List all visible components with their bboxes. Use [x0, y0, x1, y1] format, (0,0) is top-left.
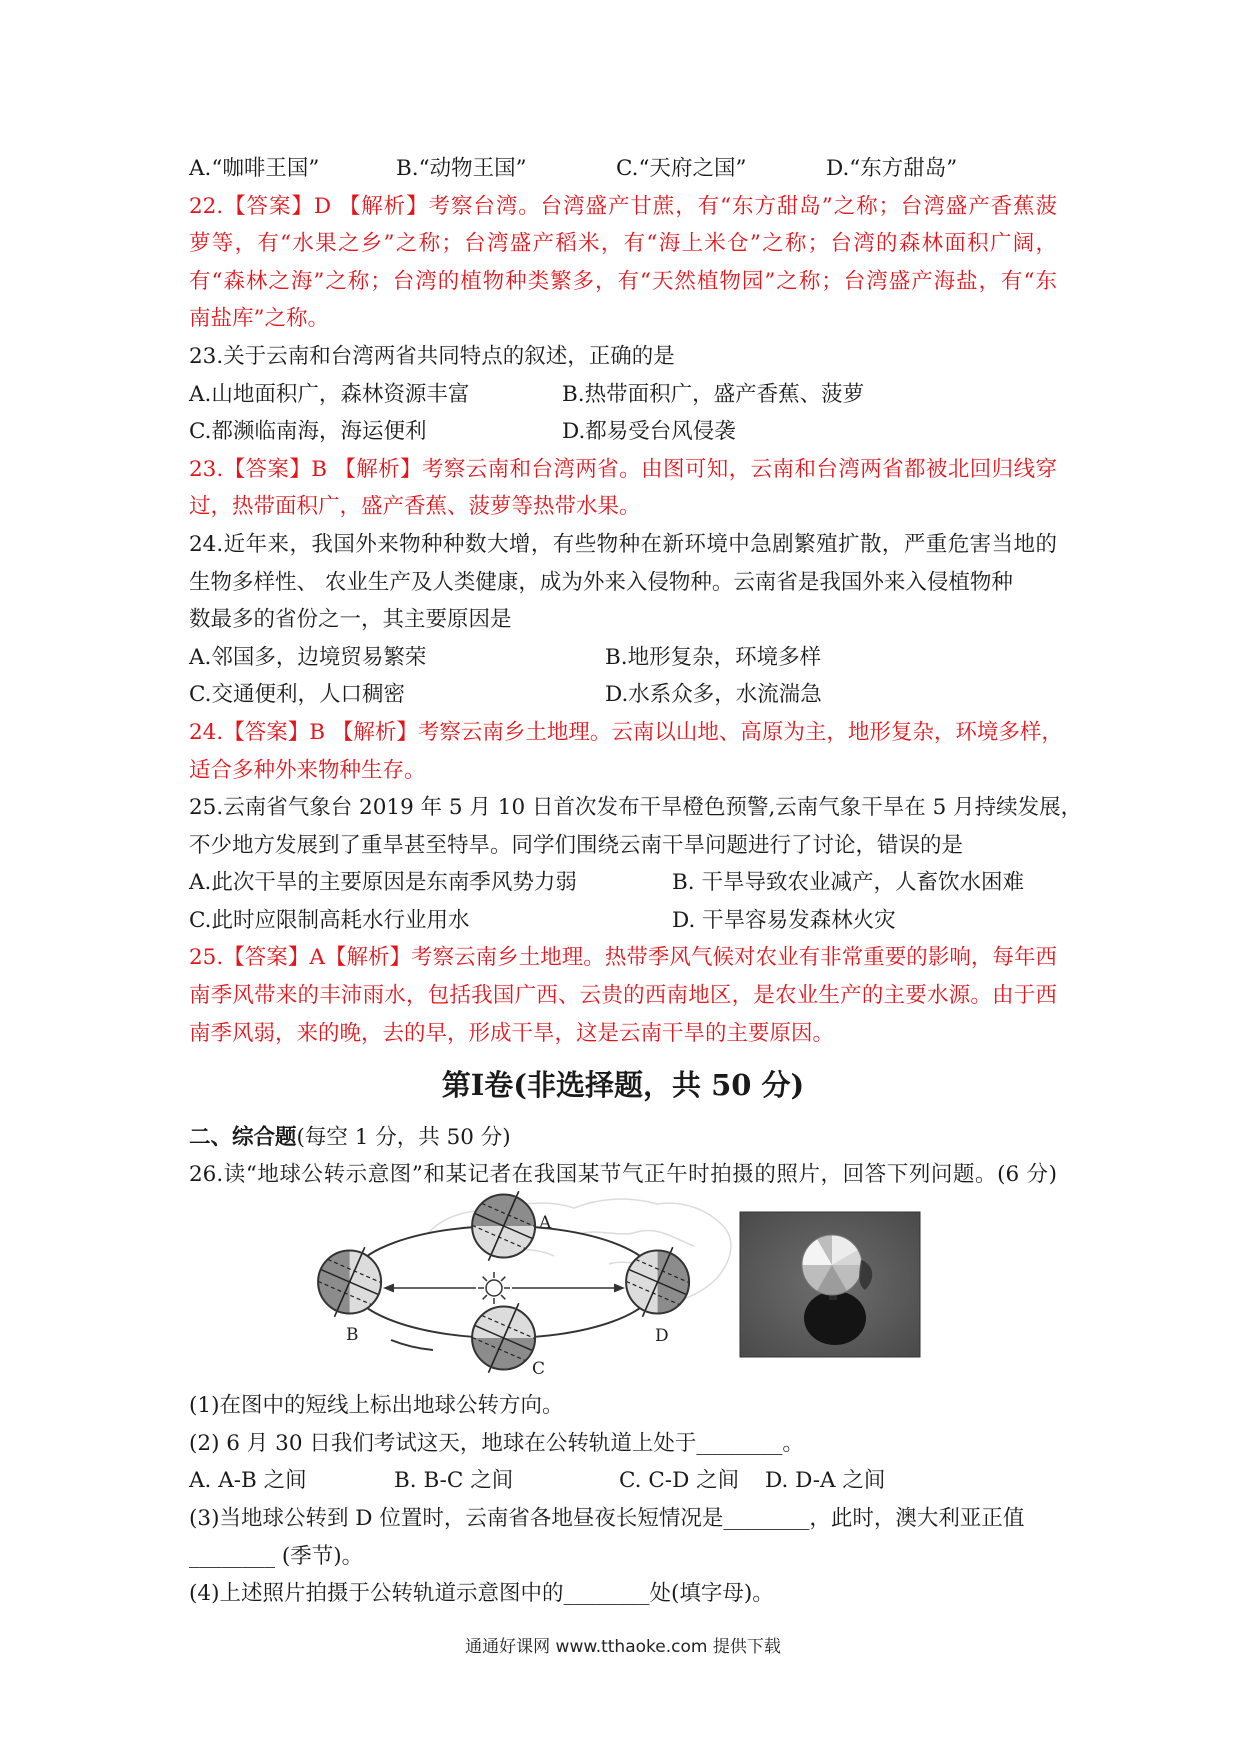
q22-option-d: D.“东方甜岛” — [826, 156, 958, 181]
q22-answer-line: 22.【答案】D 【解析】考察台湾。台湾盛产甘蔗，有“东方甜岛”之称；台湾盛产香蕉菠 — [189, 193, 1057, 219]
section-heading — [189, 1119, 1057, 1157]
q23-option-a: A.山地面积广，森林资源丰富 — [189, 381, 470, 407]
q23-options-row — [189, 413, 1057, 451]
q26-sub3-line: (3)当地球公转到 D 位置时，云南省各地昼夜长短情况是________，此时，澳大利亚正值 — [189, 1505, 1025, 1531]
q23-answer-line: 过，热带面积广，盛产香蕉、菠萝等热带水果。 — [189, 494, 641, 520]
q26-sub2-option-c: C. C-D 之间 — [619, 1468, 740, 1494]
page-content — [189, 150, 1083, 1613]
q26-figures — [189, 1194, 1057, 1387]
q24-stem-line: 24.近年来，我国外来物种种数大增，有些物种在新环境中急剧繁殖扩散，严重危害当地的 — [189, 531, 1057, 557]
q24-answer-line: 适合多种外来物种生存。 — [189, 757, 426, 783]
q22-answer-line: 南盐库”之称。 — [189, 306, 329, 332]
q25-option-c: C.此时应限制高耗水行业用水 — [189, 907, 470, 933]
q22-option-a: A.“咖啡王国” — [189, 156, 320, 181]
q22-answer-line: 萝等，有“水果之乡”之称；台湾盛产稻米，有“海上米仓”之称；台湾的森林面积广阔， — [189, 231, 1057, 257]
orbit-label-a: A — [539, 1212, 552, 1233]
q23-answer-line: 23.【答案】B 【解析】考察云南和台湾两省。由图可知，云南和台湾两省都被北回归线穿 — [189, 456, 1057, 482]
q25-option-a: A.此次干旱的主要原因是东南季风势力弱 — [189, 870, 577, 896]
q26-sub4: (4)上述照片拍摄于公转轨道示意图中的________处(填字母)。 — [189, 1581, 774, 1607]
q24-answer-line: 24.【答案】B 【解析】考察云南乡土地理。云南以山地、高原为主，地形复杂，环境多样， — [189, 719, 1063, 745]
q24-options-row — [189, 676, 1057, 714]
q22-answer-line: 有“森林之海”之称；台湾的植物种类繁多，有“天然植物园”之称；台湾盛产海盐，有“东 — [189, 268, 1057, 294]
q26-sub2: (2) 6 月 30 日我们考试这天，地球在公转轨道上处于________。 — [189, 1430, 804, 1456]
q26-sub2-option-a: A. A-B 之间 — [189, 1468, 307, 1494]
section-note: (每空 1 分，共 50 分) — [296, 1124, 511, 1150]
q26-sub2-option-d: D. D-A 之间 — [765, 1468, 886, 1494]
part2-title: 第Ⅰ卷(非选择题，共 50 分) — [441, 1068, 805, 1103]
q25-answer-line: 25.【答案】A【解析】考察云南乡土地理。热带季风气候对农业有非常重要的影响，每年西 — [189, 945, 1057, 971]
q23-option-c: C.都濒临南海，海运便利 — [189, 419, 427, 445]
orbit-label-d: D — [655, 1325, 669, 1346]
q25-stem-line: 25.云南省气象台 2019 年 5 月 10 日首次发布干旱橙色预警,云南气象干旱在 5 月持续发展， — [189, 795, 1083, 821]
q25-answer-line: 南季风弱，来的晚，去的早，形成干旱，这是云南干旱的主要原因。 — [189, 1020, 835, 1046]
q24-option-d: D.水系众多，水流湍急 — [605, 682, 822, 708]
q23-stem: 23.关于云南和台湾两省共同特点的叙述，正确的是 — [189, 343, 675, 369]
q26-sub2-option-b: B. B-C 之间 — [394, 1468, 514, 1494]
section-label: 二、综合题 — [189, 1124, 297, 1150]
noon-shadow-photo — [740, 1212, 920, 1357]
orbit-label-c: C — [532, 1358, 546, 1379]
q22-option-b: B.“动物王国” — [396, 156, 527, 181]
q26-sub3-line: ________ (季节)。 — [189, 1543, 364, 1569]
q25-stem-line: 不少地方发展到了重旱甚至特旱。同学们围绕云南干旱问题进行了讨论，错误的是 — [189, 832, 964, 858]
q25-options-row — [189, 902, 1057, 940]
q24-option-b: B.地形复杂，环境多样 — [605, 644, 822, 670]
q24-option-a: A.邻国多，边境贸易繁荣 — [189, 644, 427, 670]
orbit-label-b: B — [346, 1324, 359, 1345]
q24-stem-line: 数最多的省份之一，其主要原因是 — [189, 607, 512, 633]
q23-options-row — [189, 376, 1057, 414]
q23-option-b: B.热带面积广，盛产香蕉、菠萝 — [562, 381, 865, 407]
direction-short-line — [391, 1340, 433, 1350]
page-footer: 通通好课网 www.tthaoke.com 提供下载 — [465, 1637, 781, 1657]
q26-sub1: (1)在图中的短线上标出地球公转方向。 — [189, 1393, 564, 1419]
q26-figure-svg — [189, 1194, 1057, 1388]
q25-options-row — [189, 864, 1057, 902]
q26-sub2-options — [189, 1462, 1057, 1500]
q26-stem: 26.读“地球公转示意图”和某记者在我国某节气正午时拍摄的照片，回答下列问题。(6 分) — [189, 1162, 1057, 1188]
q25-answer-line: 南季风带来的丰沛雨水，包括我国广西、云贵的西南地区，是农业生产的主要水源。由于西 — [189, 983, 1057, 1009]
q25-option-b: B. 干旱导致农业减产，人畜饮水困难 — [672, 870, 1024, 896]
q25-option-d: D. 干旱容易发森林火灾 — [672, 907, 896, 933]
q24-option-c: C.交通便利，人口稠密 — [189, 682, 406, 708]
q24-options-row — [189, 639, 1057, 677]
q22-option-c: C.“天府之国” — [616, 156, 747, 181]
q24-stem-line: 生物多样性、 农业生产及人类健康，成为外来入侵物种。云南省是我国外来入侵植物种 — [189, 569, 1013, 595]
sun-icon — [478, 1272, 510, 1304]
q23-option-d: D.都易受台风侵袭 — [562, 419, 736, 445]
q22-options — [189, 150, 1057, 188]
